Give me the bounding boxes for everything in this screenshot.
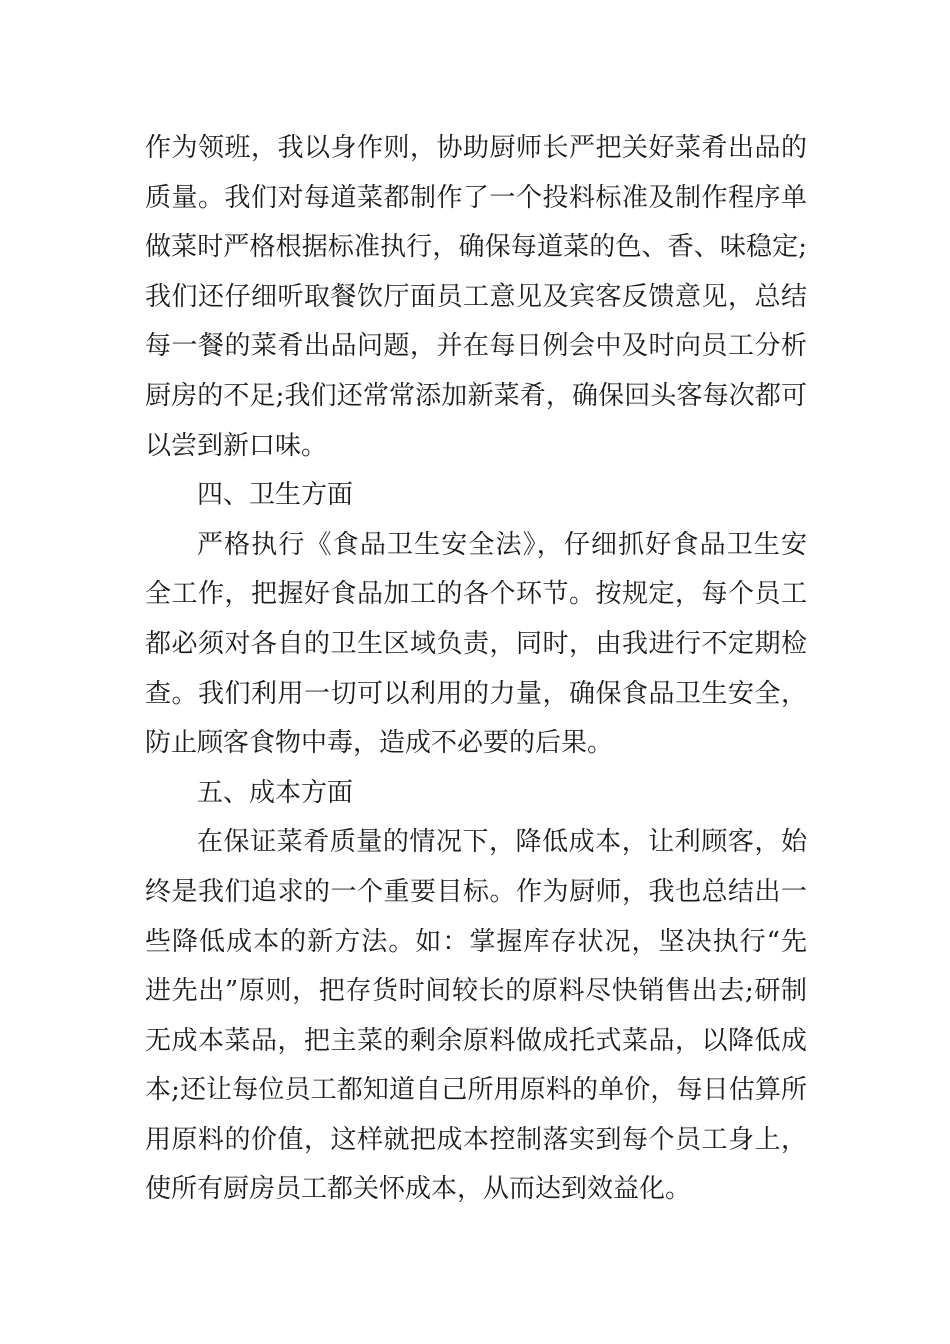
paragraph-line: 严格执行《食品卫生安全法》，仔细抓好食品卫生安 <box>197 529 807 560</box>
section-heading-cost: 五、成本方面 <box>197 777 354 808</box>
paragraph-line: 无成本菜品，把主菜的剩余原料做成托式菜品，以降低成 <box>145 1025 807 1056</box>
paragraph-line: 厨房的不足;我们还常常添加新菜肴，确保回头客每次都可 <box>145 380 807 411</box>
paragraph-line: 全工作，把握好食品加工的各个环节。按规定，每个员工 <box>145 579 807 610</box>
paragraph-line: 使所有厨房员工都关怀成本，从而达到效益化。 <box>145 1174 692 1205</box>
paragraph-line: 本;还让每位员工都知道自己所用原料的单价，每日估算所 <box>145 1075 807 1106</box>
document-body <box>145 124 807 1215</box>
paragraph-line: 做菜时严格根据标准执行，确保每道菜的色、香、味稳定; <box>145 232 807 263</box>
paragraph-line: 我们还仔细听取餐饮厅面员工意见及宾客反馈意见，总结 <box>145 281 807 312</box>
section-heading-hygiene: 四、卫生方面 <box>197 480 354 511</box>
paragraph-line: 用原料的价值，这样就把成本控制落实到每个员工身上， <box>145 1124 807 1155</box>
paragraph-line: 防止顾客食物中毒，造成不必要的后果。 <box>145 728 614 759</box>
paragraph-line: 作为领班，我以身作则，协助厨师长严把关好菜肴出品的 <box>145 133 807 163</box>
paragraph-line: 质量。我们对每道菜都制作了一个投料标准及制作程序单 <box>145 182 807 213</box>
paragraph-line: 在保证菜肴质量的情况下，降低成本，让利顾客，始 <box>197 827 807 858</box>
paragraph-line: 都必须对各自的卫生区域负责，同时，由我进行不定期检 <box>145 628 807 659</box>
paragraph-line: 查。我们利用一切可以利用的力量，确保食品卫生安全， <box>145 678 807 709</box>
paragraph-line: 终是我们追求的一个重要目标。作为厨师，我也总结出一 <box>145 876 807 907</box>
paragraph-line: 些降低成本的新方法。如：掌握库存状况，坚决执行“先 <box>145 926 807 957</box>
paragraph-line: 进先出”原则，把存货时间较长的原料尽快销售出去;研制 <box>145 976 807 1007</box>
paragraph-line: 每一餐的菜肴出品问题，并在每日例会中及时向员工分析 <box>145 331 807 362</box>
paragraph-line: 以尝到新口味。 <box>145 430 328 461</box>
